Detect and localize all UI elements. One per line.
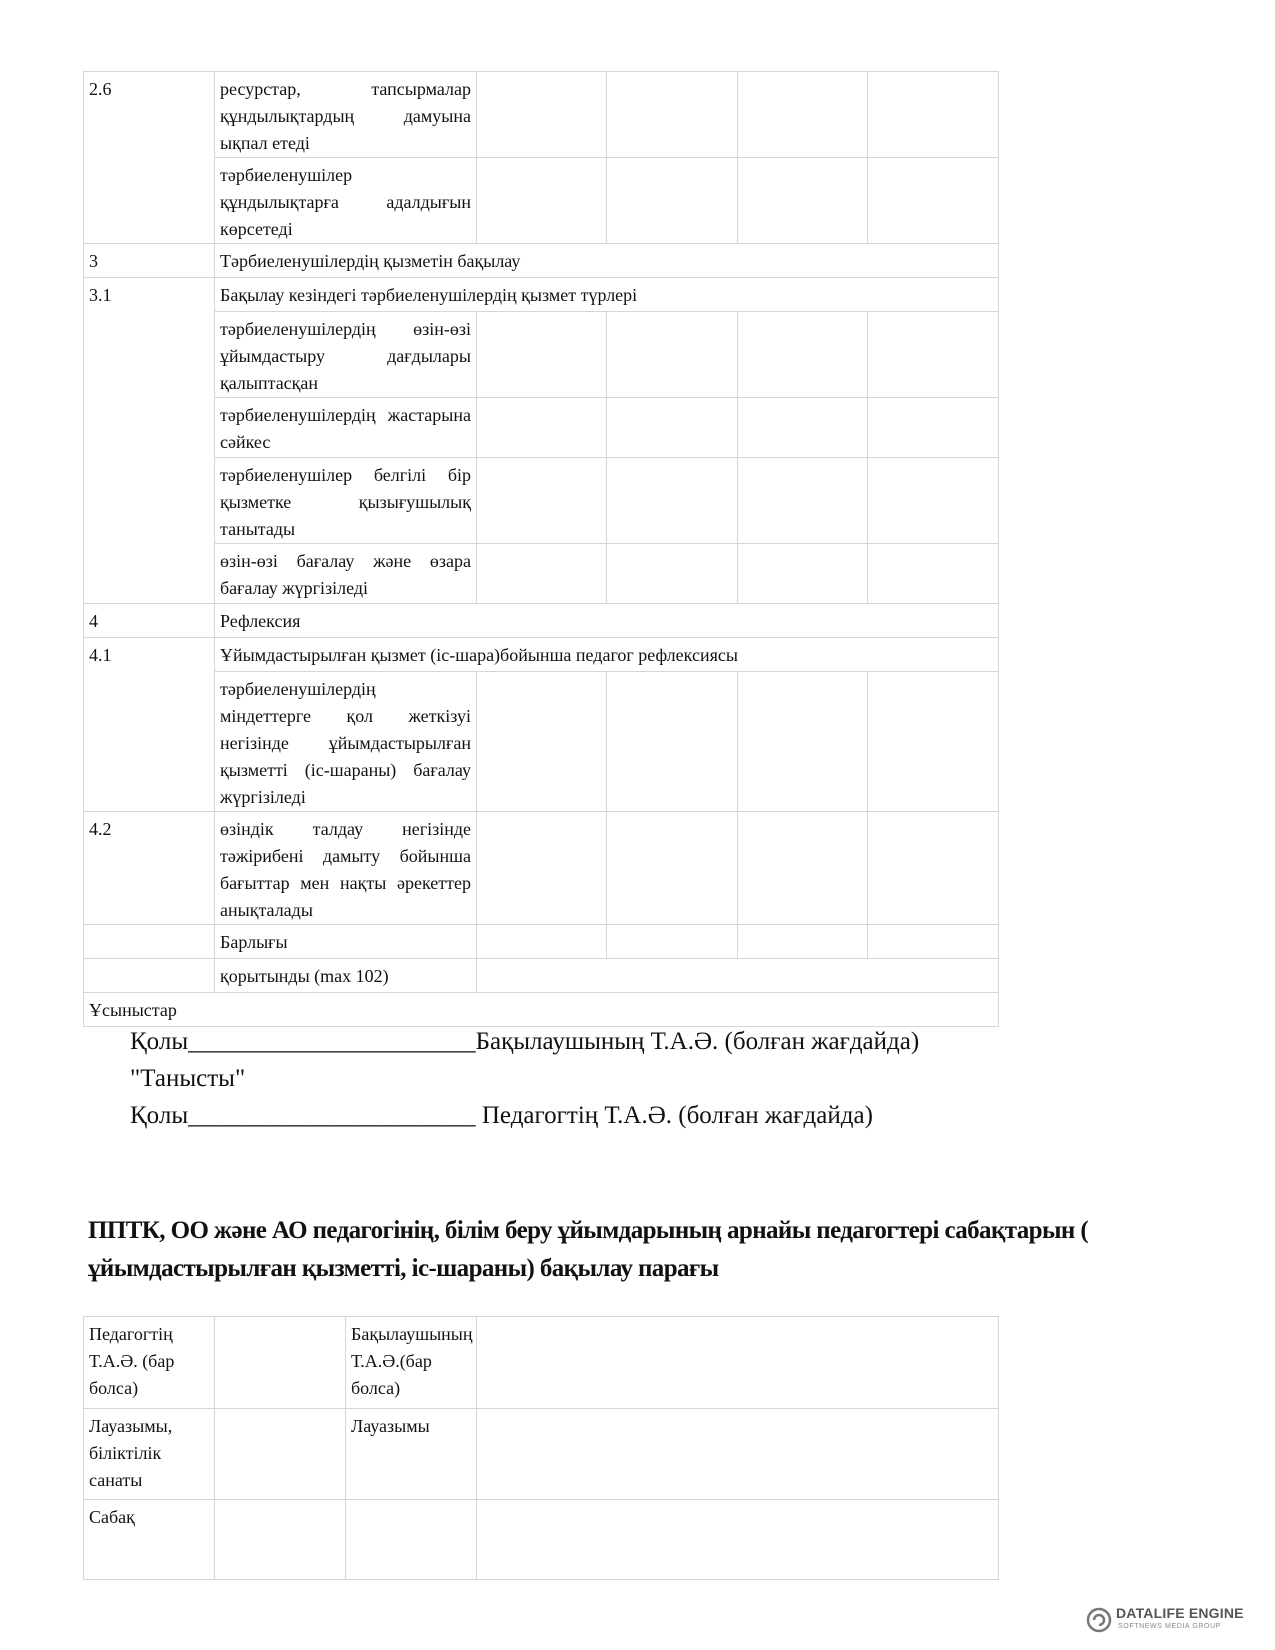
score-cell [477,458,607,544]
score-cell [477,812,607,925]
lesson-value [215,1500,346,1580]
score-cell [477,158,607,244]
score-cell [868,925,999,959]
score-cell [868,312,999,398]
score-cell [607,458,738,544]
criterion-text: өзін-өзі бағалау және өзара бағалау жүргізіледі [215,544,477,604]
teacher-name-value [215,1317,346,1409]
section-heading: Тәрбиеленушілердің қызметін бақылау [215,244,999,278]
criterion-text: тәрбиеленушілердің өзін-өзі ұйымдастыру дағдылары қалыптасқан [215,312,477,398]
score-cell [868,158,999,244]
observer-signature-line: Қолы_______________________Бақылаушының Т.А.Ә. (болған жағдайда) [130,1028,920,1055]
score-cell [738,812,868,925]
score-cell [607,544,738,604]
criterion-text: тәрбиеленушілердің жастарына сәйкес [215,398,477,458]
score-cell [868,812,999,925]
score-cell [738,312,868,398]
watermark-sub: SOFTNEWS MEDIA GROUP [1118,1623,1222,1630]
score-cell [738,398,868,458]
score-cell [868,72,999,158]
row-number-3: 3 [84,244,215,278]
teacher-info-table [83,1316,999,1580]
subsection-heading: Бақылау кезіндегі тәрбиеленушілердің қызмет түрлері [215,278,999,312]
subsection-heading: Ұйымдастырылған қызмет (іс-шара)бойынша педагог рефлексиясы [215,638,999,672]
observation-table [83,71,999,1027]
score-cell [868,672,999,812]
datalife-logo-icon [1086,1607,1112,1633]
score-cell [738,925,868,959]
score-cell [477,544,607,604]
empty-cell [84,925,215,959]
position-category-label: Лауазымы, біліктілік санаты [84,1409,215,1500]
criterion-text: тәрбиеленушілер құндылықтарға адалдығын көрсетеді [215,158,477,244]
score-cell [738,158,868,244]
result-cell [477,959,999,993]
score-cell [477,925,607,959]
score-cell [607,158,738,244]
row-number-4-1: 4.1 [84,638,215,812]
empty-cell [84,959,215,993]
score-cell [477,312,607,398]
criterion-text: ресурстар, тапсырмалар құндылықтардың дамуына ықпал етеді [215,72,477,158]
observer-name-value [477,1317,999,1409]
empty-cell [346,1500,477,1580]
recommendations-label: Ұсыныстар [84,993,999,1027]
empty-cell [477,1500,999,1580]
score-cell [477,72,607,158]
row-number-4-2: 4.2 [84,812,215,925]
teacher-signature-line: Қолы_______________________ Педагогтің Т.А.Ә. (болған жағдайда) [130,1102,873,1129]
row-number-2-6: 2.6 [84,72,215,244]
score-cell [738,544,868,604]
score-cell [738,672,868,812]
row-number-4: 4 [84,604,215,638]
acquainted-label: "Танысты" [130,1065,246,1092]
position-label: Лауазымы [346,1409,477,1500]
position-value [477,1409,999,1500]
score-cell [868,544,999,604]
score-cell [607,398,738,458]
criterion-text: тәрбиеленушілер белгілі бір қызметке қызығушылық танытады [215,458,477,544]
score-cell [607,672,738,812]
watermark-brand: DATALIFE ENGINE [1116,1605,1244,1621]
score-cell [868,458,999,544]
datalife-engine-watermark [1086,1605,1261,1635]
result-label: қорытынды (max 102) [215,959,477,993]
score-cell [607,72,738,158]
criterion-text: тәрбиеленушілердің міндеттерге қол жеткізуі негізінде ұйымдастырылған қызметті (іс-шараны) бағалау жүргізіледі [215,672,477,812]
criterion-text: өзіндік талдау негізінде тәжірибені дамыту бойынша бағыттар мен нақты әрекеттер анықталады [215,812,477,925]
score-cell [738,72,868,158]
score-cell [607,925,738,959]
score-cell [738,458,868,544]
score-cell [477,398,607,458]
position-category-value [215,1409,346,1500]
row-number-3-1: 3.1 [84,278,215,604]
score-cell [607,312,738,398]
score-cell [477,672,607,812]
teacher-name-label: Педагогтің Т.А.Ә. (бар болса) [84,1317,215,1409]
score-cell [868,398,999,458]
section-title: ППТК, ОО және АО педагогінің, білім беру ұйымдарының арнайы педагогтері сабақтарын ( ұйымдастырылған қызметті, іс-шараны) бақылау парағы [88,1217,1089,1282]
observer-name-label: Бақылаушының Т.А.Ә.(бар болса) [346,1317,477,1409]
score-cell [607,812,738,925]
section-heading: Рефлексия [215,604,999,638]
total-label: Барлығы [215,925,477,959]
lesson-label: Сабақ [84,1500,215,1580]
